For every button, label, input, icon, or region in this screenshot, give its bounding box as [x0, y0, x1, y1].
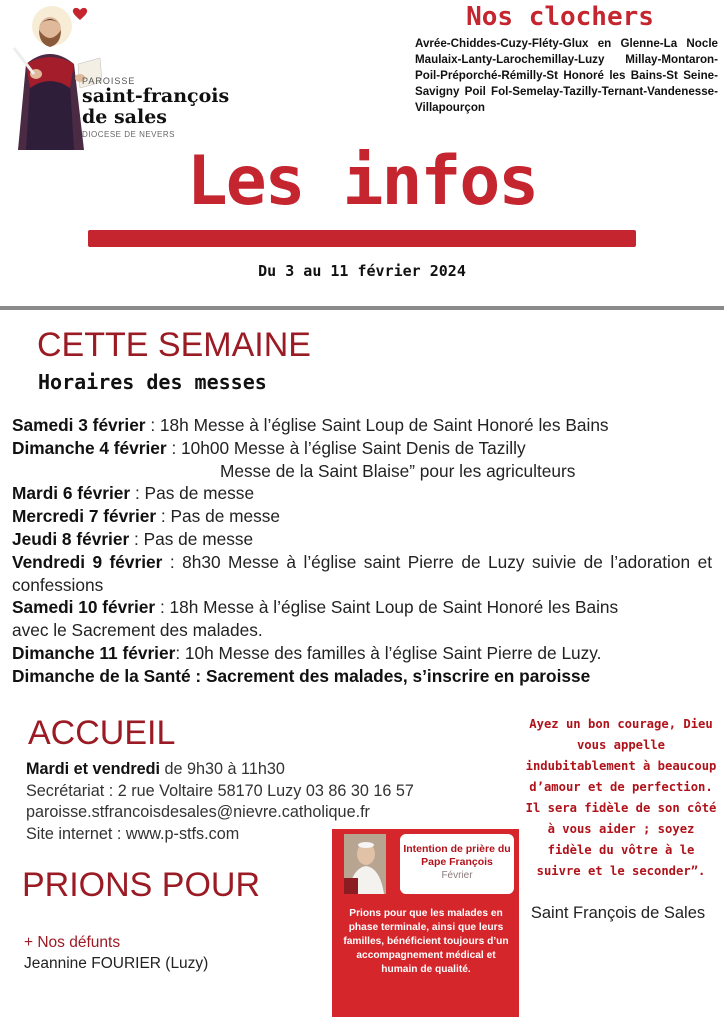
schedule-text: : 8h30 Messe à l’église saint Pierre de Luzy suivie de l’adoration et confessions [12, 551, 712, 595]
clochers-title: Nos clochers [466, 2, 654, 32]
schedule-day: Mardi 6 février [12, 483, 131, 504]
prayer-intention-title: Intention de prière du Pape François [403, 843, 511, 868]
schedule-day: Samedi 3 février [12, 415, 146, 435]
parish-name-line1: saint-françois [82, 85, 230, 107]
schedule-note: Messe de la Saint Blaise” pour les agriculteurs [220, 460, 576, 481]
schedule-text: : Pas de messe [130, 483, 255, 504]
schedule-note: avec le Sacrement des malades. [12, 620, 263, 641]
schedule-text: : 10h Messe des familles à l’église Saint Pierre de Luzy. [175, 642, 602, 663]
opening-days: Mardi et vendredi [26, 760, 161, 778]
date-range: Du 3 au 11 février 2024 [258, 262, 466, 280]
parish-name [82, 86, 242, 128]
schedule-item [12, 596, 712, 619]
title-underline-bar [88, 230, 636, 247]
schedule-day: Dimanche 4 février [12, 437, 167, 458]
parish-small-label: PAROISSE [82, 76, 136, 86]
saint-quote: Ayez un bon courage, Dieu vous appelle indubitablement à beaucoup d’amour et de perfection. Il sera fidèle de son côté à vous aider ; soyez fidèle du vôtre à le suivre et le seconder”. [525, 717, 717, 878]
mass-schedule-subheading: Horaires des messes [38, 370, 267, 394]
email-address: paroisse.stfrancoisdesales@nievre.catholique.fr [26, 803, 370, 822]
page-title: Les infos [186, 142, 538, 221]
pope-photo [344, 834, 386, 894]
schedule-item [12, 482, 712, 505]
secretariat-address: Secrétariat : 2 rue Voltaire 58170 Luzy 03 86 30 16 57 [26, 781, 414, 800]
opening-hours [26, 759, 506, 781]
schedule-day: Dimanche 11 février [12, 642, 176, 663]
prayer-intention-month: Février [441, 870, 473, 881]
prayer-intention-text: Prions pour que les malades en phase terminale, ainsi que leurs familles, bénéficient toujours d’un accompagnement médical et humain de qualité. [343, 908, 509, 976]
diocese-label: DIOCESE DE NEVERS [82, 130, 175, 139]
schedule-text: : 18h Messe à l’église Saint Loup de Saint Honoré les Bains [145, 415, 609, 435]
schedule-item [12, 528, 712, 551]
schedule-item [12, 642, 712, 665]
deceased-label: + Nos défunts [24, 934, 121, 951]
schedule-day: Vendredi 9 février [12, 551, 163, 572]
schedule-day: Mercredi 7 février [12, 506, 157, 527]
schedule-day: Jeudi 8 février [12, 528, 130, 549]
health-sunday-notice: Dimanche de la Santé : Sacrement des malades, s’inscrire en paroisse [12, 665, 591, 686]
week-heading: CETTE SEMAINE [37, 326, 311, 364]
deceased-list [24, 933, 208, 974]
mass-schedule [12, 414, 712, 688]
parish-logo [82, 76, 242, 139]
schedule-text: : 10h00 Messe à l’église Saint Denis de Tazilly [166, 437, 526, 458]
schedule-day: Samedi 10 février [12, 597, 156, 618]
parish-name-line2: de sales [82, 106, 167, 128]
pope-portrait-icon [344, 834, 386, 894]
schedule-text: : Pas de messe [129, 528, 254, 549]
header-divider [0, 306, 724, 310]
prions-heading: PRIONS POUR [22, 866, 261, 904]
website-address: Site internet : www.p-stfs.com [26, 824, 240, 843]
quote-author: Saint François de Sales [530, 904, 706, 922]
accueil-heading: ACCUEIL [28, 714, 176, 752]
schedule-text: : 18h Messe à l’église Saint Loup de Saint Honoré les Bains [155, 597, 619, 618]
schedule-item [12, 505, 712, 528]
schedule-item [12, 414, 712, 437]
prayer-intention-card [400, 834, 514, 894]
schedule-text: : Pas de messe [156, 506, 280, 527]
schedule-item [12, 551, 712, 597]
opening-times: de 9h30 à 11h30 [160, 760, 285, 778]
deceased-name: Jeannine FOURIER (Luzy) [24, 954, 209, 972]
schedule-item [12, 437, 712, 460]
clochers-list: Avrée-Chiddes-Cuzy-Fléty-Glux en Glenne-La Nocle Maulaix-Lanty-Larochemillay-Luzy Millay-Montaron-Poil-Préporché-Rémilly-St Honoré les Bains-St Seine-Savigny Poil Fol-Semelay-Tazilly-Ternant-Vandenesse-Villapourçon [415, 37, 718, 114]
